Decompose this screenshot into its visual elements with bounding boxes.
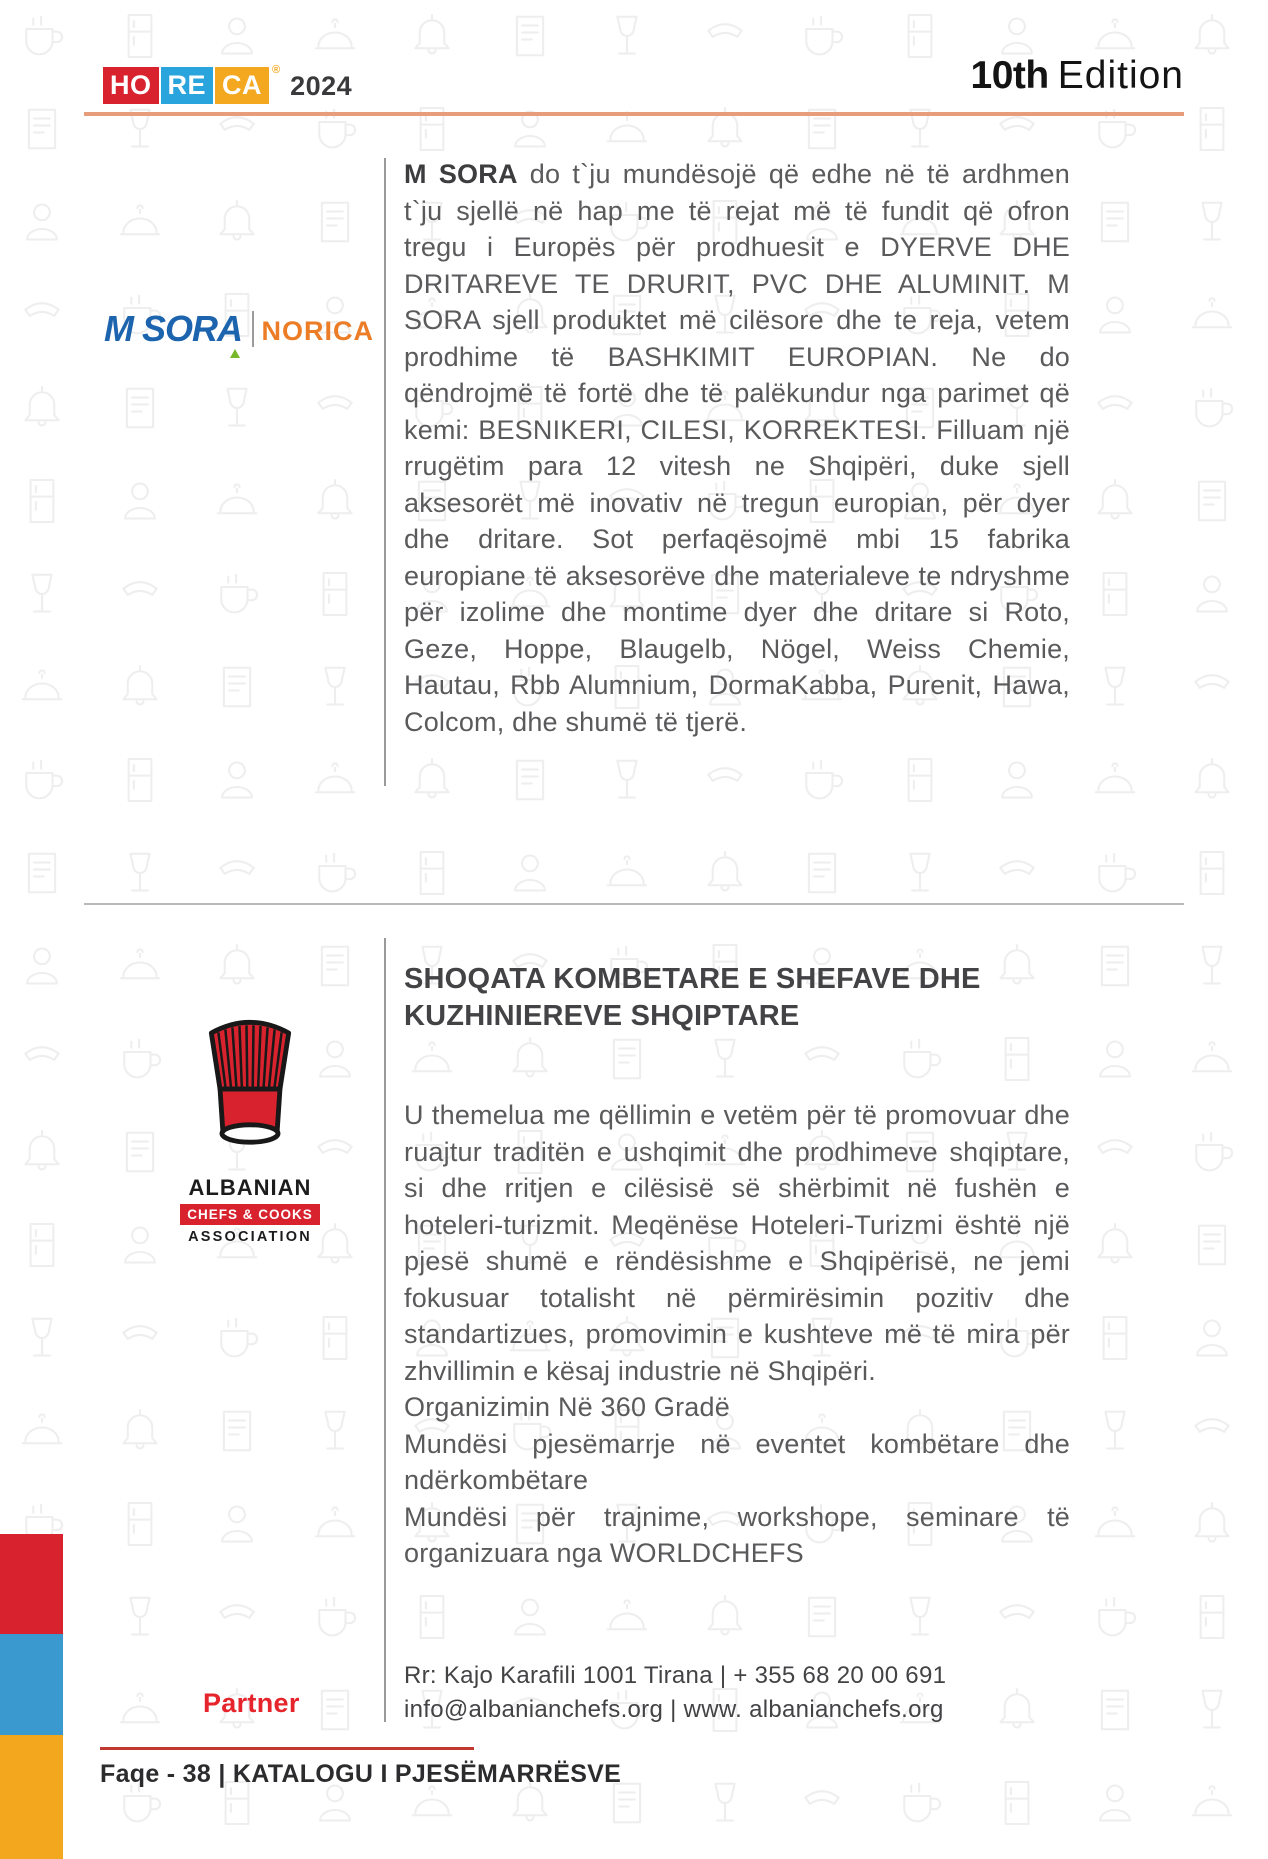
footer-rule — [100, 1747, 474, 1750]
side-block-blue — [0, 1634, 63, 1735]
horeca-logo-year: 2024 — [290, 71, 353, 101]
chefs-bullet-trainings: Mundësi për trajnime, workshope, seminare të organizuara nga WORLDCHEFS — [404, 1501, 1070, 1568]
msora-paragraph-lead: M SORA — [404, 159, 518, 189]
chefs-description — [404, 1097, 1070, 1572]
msora-wordmark: M SORA — [104, 308, 242, 350]
footer-page-label: Faqe - 38 | KATALOGU I PJESËMARRËSVE — [100, 1760, 622, 1788]
msora-paragraph — [404, 156, 1070, 740]
side-block-red — [0, 1534, 63, 1634]
msora-description — [404, 156, 1070, 740]
chefs-bullet-360: Organizimin Në 360 Gradë — [404, 1392, 730, 1422]
chefs-logo-line1: ALBANIAN — [188, 1175, 312, 1200]
edition-word: Edition — [1057, 54, 1184, 97]
msora-norica-logo — [104, 308, 374, 350]
logo-separator-bar — [252, 311, 254, 347]
chefs-logo-line3: ASSOCIATION — [188, 1229, 312, 1245]
edition-number: 10th — [970, 54, 1049, 97]
chefs-section-heading: SHOQATA KOMBETARE E SHEFAVE DHE KUZHINIEREVE SHQIPTARE — [404, 963, 981, 1032]
contact-address-phone: Rr: Kajo Karafili 1001 Tirana | + 355 68 20 00 691 — [404, 1662, 947, 1689]
section-divider-vertical-2 — [384, 938, 386, 1722]
chefs-logo-line2: CHEFS & COOKS — [180, 1204, 320, 1225]
horeca-logo-ca: CA — [215, 67, 269, 104]
norica-wordmark: NORICA — [261, 315, 374, 346]
side-block-orange — [0, 1735, 63, 1859]
horeca-logo-ho: HO — [103, 67, 159, 104]
horeca-logo-re: RE — [161, 67, 214, 104]
chefs-paragraph: U themelua me qëllimin e vetëm për të promovuar dhe ruajtur traditën e ushqimit dhe prodhimeve shqiptare, si dhe rritjen e cilësisë së shërbimit në fushën e hoteleri-turizmit. Meqënëse Hoteleri-Turizmi është një pjesë shumë e rëndësishme e Shqipërisë, ne jemi fokusuar totalisht në përmirësimin pozitiv dhe standartizues, promovimin e kushteve më të mira për zhvillimin e kësaj industrie në Shqipëri. — [404, 1100, 1070, 1386]
chefs-bullet-events: Mundësi pjesëmarrje në eventet kombëtare dhe ndërkombëtare — [404, 1428, 1070, 1495]
albanian-chefs-logo — [180, 1015, 320, 1245]
edition-label — [971, 54, 1184, 98]
chefs-contact — [404, 1659, 1070, 1727]
contact-email-website: info@albanianchefs.org | www. albanianchefs.org — [404, 1696, 944, 1723]
msora-green-dot — [230, 349, 240, 358]
section-divider-horizontal — [84, 903, 1184, 905]
registered-mark: ® — [272, 64, 281, 76]
msora-paragraph-body: do t`ju mundësojë që edhe në të ardhmen t`ju sjellë në hap me të rejat më të fundit që ofron tregu i Europës për prodhuesit e DYERVE DHE DRITAREVE TE DRURIT, PVC DHE ALUMINIT. M SORA sjell produktet më cilësore dhe te reja, vetem prodhime të BASHKIMIT EUROPIAN. Ne do qëndrojmë të fortë dhe të palëkundur nga parimet që kemi: BESNIKERI, CILESI, KORREKTESI. Filluam një rrugëtim para 12 vitesh ne Shqipëri, duke sjell aksesorët më inovativ në tregun europian, për dyer dhe dritare. Sot perfaqësojmë mbi 15 fabrika europiane të aksesorëve dhe materialeve te ndryshme për izolime dhe montime dyer dhe dritare si Roto, Geze, Hoppe, Blaugelb, Nögel, Weiss Chemie, Hautau, Rbb Alumnium, DormaKabba, Purenit, Hawa, Colcom, dhe shumë të tjerë. — [404, 159, 1070, 737]
section-divider-vertical-1 — [384, 158, 386, 786]
header-rule — [84, 112, 1184, 116]
chef-hat-icon — [192, 1015, 308, 1165]
horeca-logo — [103, 64, 353, 104]
partner-label: Partner — [203, 1688, 300, 1718]
